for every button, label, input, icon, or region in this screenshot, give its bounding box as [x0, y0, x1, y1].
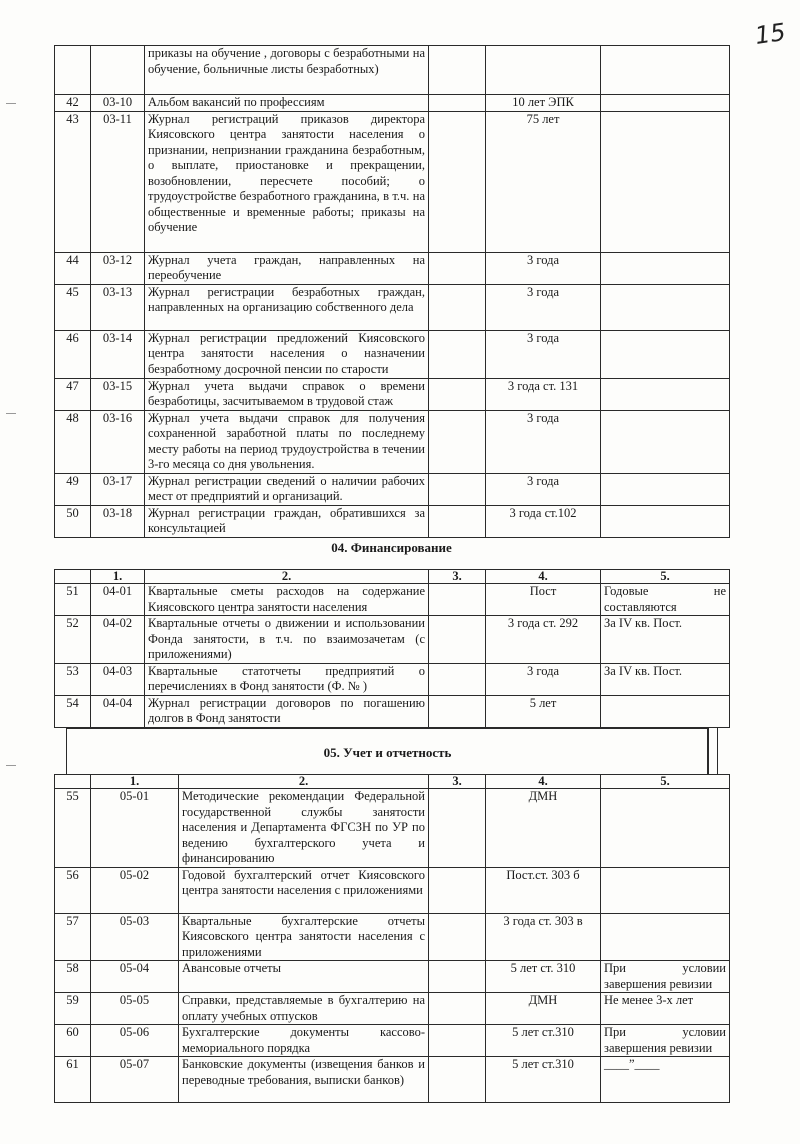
file-index: 03-12 — [91, 252, 145, 284]
table-row — [55, 913, 730, 961]
records-table-section-03 — [54, 45, 730, 538]
file-index: 03-17 — [91, 473, 145, 505]
note: При условии завершения ревизии — [601, 1025, 730, 1057]
row-number: 61 — [55, 1057, 91, 1103]
file-title: Годовой бухгалтерский отчет Киясовского центра занятости населения с приложениями — [179, 867, 429, 913]
file-index: 03-15 — [91, 378, 145, 410]
note — [601, 789, 730, 868]
retention-term — [486, 46, 601, 95]
file-count — [429, 284, 486, 330]
file-count — [429, 584, 486, 616]
file-count — [429, 1025, 486, 1057]
retention-term: 5 лет ст.310 — [486, 1025, 601, 1057]
note — [601, 473, 730, 505]
table-row — [55, 584, 730, 616]
column-header: 1. — [91, 570, 145, 584]
row-number: 52 — [55, 616, 91, 664]
file-title: Журнал учета выдачи справок о времени безработицы, засчитываемом в трудовой стаж — [145, 378, 429, 410]
retention-term: 3 года ст. 303 в — [486, 913, 601, 961]
scan-mark — [6, 413, 16, 414]
row-number — [55, 46, 91, 95]
file-count — [429, 993, 486, 1025]
note: Не менее 3-х лет — [601, 993, 730, 1025]
note — [601, 695, 730, 727]
records-table-section-04 — [54, 569, 730, 728]
note: Годовые не составляются — [601, 584, 730, 616]
file-title: Журнал регистраций приказов директора Киясовского центра занятости населения о признании, непризнании гражданина безработным, о выплате, приостановке и прекращении, возобновлении, пересчете пособий; о трудоустройстве безработного гражданина, в т.ч. на общественные и временные работы; приказы на обучение — [145, 111, 429, 252]
note — [601, 378, 730, 410]
file-title: Журнал учета граждан, направленных на переобучение — [145, 252, 429, 284]
section-05-title: 05. Учет и отчетность — [323, 745, 452, 760]
retention-term: 75 лет — [486, 111, 601, 252]
retention-term: ДМН — [486, 993, 601, 1025]
file-count — [429, 616, 486, 664]
column-header: 2. — [145, 570, 429, 584]
column-header: 3. — [429, 775, 486, 789]
table-row — [55, 111, 730, 252]
retention-term: 3 года — [486, 473, 601, 505]
file-index: 05-01 — [91, 789, 179, 868]
retention-term: 3 года — [486, 410, 601, 473]
records-table-section-05 — [54, 774, 730, 1103]
row-number: 45 — [55, 284, 91, 330]
file-title: Квартальные статотчеты предприятий о перечислениях в Фонд занятости (Ф. № ) — [145, 663, 429, 695]
retention-term: 3 года — [486, 663, 601, 695]
row-number: 43 — [55, 111, 91, 252]
file-title: приказы на обучение , договоры с безработными на обучение, больничные листы безработных) — [145, 46, 429, 95]
scan-mark — [6, 765, 16, 766]
file-count — [429, 695, 486, 727]
note — [601, 46, 730, 95]
table-row — [55, 663, 730, 695]
table-row — [55, 1057, 730, 1103]
file-title: Журнал регистрации предложений Киясовского центра занятости населения о назначении безработному досрочной пенсии по старости — [145, 330, 429, 378]
file-index: 04-03 — [91, 663, 145, 695]
note — [601, 913, 730, 961]
file-index: 03-14 — [91, 330, 145, 378]
file-title: Квартальные сметы расходов на содержание Киясовского центра занятости населения — [145, 584, 429, 616]
retention-term: 3 года — [486, 330, 601, 378]
file-count — [429, 111, 486, 252]
file-title: Банковские документы (извещения банков и переводные требования, выписки банков) — [179, 1057, 429, 1103]
retention-term: 3 года ст.102 — [486, 505, 601, 537]
retention-term: 3 года — [486, 284, 601, 330]
retention-term: ДМН — [486, 789, 601, 868]
file-index: 04-04 — [91, 695, 145, 727]
retention-term: Пост.ст. 303 б — [486, 867, 601, 913]
file-title: Бухгалтерские документы кассово-мемориального порядка — [179, 1025, 429, 1057]
file-title: Квартальные бухгалтерские отчеты Киясовского центра занятости населения с приложениями — [179, 913, 429, 961]
file-count — [429, 473, 486, 505]
file-title: Журнал регистрации сведений о наличии рабочих мест от предприятий и организаций. — [145, 473, 429, 505]
table-header-row — [55, 775, 730, 789]
column-header — [55, 570, 91, 584]
note: ____”____ — [601, 1057, 730, 1103]
row-number: 54 — [55, 695, 91, 727]
table-row — [55, 867, 730, 913]
file-index: 04-01 — [91, 584, 145, 616]
row-number: 50 — [55, 505, 91, 537]
retention-term: 5 лет ст. 310 — [486, 961, 601, 993]
file-count — [429, 378, 486, 410]
file-index: 03-13 — [91, 284, 145, 330]
row-number: 47 — [55, 378, 91, 410]
file-index: 05-02 — [91, 867, 179, 913]
file-count — [429, 789, 486, 868]
file-title: Журнал регистрации граждан, обратившихся за консультацией — [145, 505, 429, 537]
file-count — [429, 961, 486, 993]
note — [601, 252, 730, 284]
file-count — [429, 663, 486, 695]
file-index: 04-02 — [91, 616, 145, 664]
file-title: Квартальные отчеты о движении и использовании Фонда занятости, в т.ч. по взаимозачетам (с приложениями) — [145, 616, 429, 664]
retention-term: Пост — [486, 584, 601, 616]
table-row — [55, 616, 730, 664]
file-index: 03-16 — [91, 410, 145, 473]
column-header: 5. — [601, 775, 730, 789]
column-header: 4. — [486, 570, 601, 584]
table-row — [55, 284, 730, 330]
file-count — [429, 505, 486, 537]
column-header: 4. — [486, 775, 601, 789]
file-index: 05-05 — [91, 993, 179, 1025]
file-index — [91, 46, 145, 95]
table-row — [55, 410, 730, 473]
table-row — [55, 473, 730, 505]
row-number: 44 — [55, 252, 91, 284]
note — [601, 505, 730, 537]
table-row — [55, 505, 730, 537]
retention-term: 5 лет — [486, 695, 601, 727]
column-header: 2. — [179, 775, 429, 789]
row-number: 55 — [55, 789, 91, 868]
file-title: Справки, представляемые в бухгалтерию на оплату учебных отпусков — [179, 993, 429, 1025]
note: За IV кв. Пост. — [601, 663, 730, 695]
table-row — [55, 1025, 730, 1057]
table-row — [55, 993, 730, 1025]
note — [601, 111, 730, 252]
retention-term: 3 года ст. 292 — [486, 616, 601, 664]
row-number: 53 — [55, 663, 91, 695]
column-header: 5. — [601, 570, 730, 584]
retention-term: 3 года ст. 131 — [486, 378, 601, 410]
row-number: 51 — [55, 584, 91, 616]
note: При условии завершения ревизии — [601, 961, 730, 993]
file-index: 05-06 — [91, 1025, 179, 1057]
section-05-header-box — [66, 728, 709, 775]
file-count — [429, 252, 486, 284]
table-row — [55, 95, 730, 112]
retention-term: 5 лет ст.310 — [486, 1057, 601, 1103]
file-index: 03-10 — [91, 95, 145, 112]
section-05-side-strip — [707, 728, 718, 774]
column-header — [55, 775, 91, 789]
table-row — [55, 330, 730, 378]
table-header-row — [55, 570, 730, 584]
note — [601, 867, 730, 913]
row-number: 49 — [55, 473, 91, 505]
row-number: 60 — [55, 1025, 91, 1057]
row-number: 57 — [55, 913, 91, 961]
file-index: 05-03 — [91, 913, 179, 961]
file-title: Методические рекомендации Федеральной государственной службы занятости населения и Департамента ФГСЗН по УР по ведению бухгалтерского учета и финансированию — [179, 789, 429, 868]
row-number: 48 — [55, 410, 91, 473]
note — [601, 284, 730, 330]
file-title: Журнал регистрации безработных граждан, направленных на организацию собственного дела — [145, 284, 429, 330]
section-04-title: 04. Финансирование — [331, 540, 452, 555]
file-count — [429, 46, 486, 95]
file-title: Авансовые отчеты — [179, 961, 429, 993]
file-index: 03-18 — [91, 505, 145, 537]
retention-term: 3 года — [486, 252, 601, 284]
retention-term: 10 лет ЭПК — [486, 95, 601, 112]
page-number: 15 — [753, 18, 788, 50]
row-number: 46 — [55, 330, 91, 378]
row-number: 56 — [55, 867, 91, 913]
file-count — [429, 410, 486, 473]
file-count — [429, 95, 486, 112]
column-header: 3. — [429, 570, 486, 584]
file-count — [429, 867, 486, 913]
table-row — [55, 695, 730, 727]
file-count — [429, 1057, 486, 1103]
table-row — [55, 378, 730, 410]
file-title: Альбом вакансий по профессиям — [145, 95, 429, 112]
file-index: 05-07 — [91, 1057, 179, 1103]
file-index: 05-04 — [91, 961, 179, 993]
file-title: Журнал регистрации договоров по погашению долгов в Фонд занятости — [145, 695, 429, 727]
row-number: 58 — [55, 961, 91, 993]
column-header: 1. — [91, 775, 179, 789]
file-count — [429, 913, 486, 961]
file-title: Журнал учета выдачи справок для получения сохраненной заработной платы по последнему месту работы на период трудоустройства в течении 3-го месяца со дня увольнения. — [145, 410, 429, 473]
note — [601, 330, 730, 378]
note — [601, 410, 730, 473]
table-row — [55, 252, 730, 284]
table-row — [55, 46, 730, 95]
scan-mark — [6, 103, 16, 104]
row-number: 42 — [55, 95, 91, 112]
file-index: 03-11 — [91, 111, 145, 252]
note — [601, 95, 730, 112]
note: За IV кв. Пост. — [601, 616, 730, 664]
table-row — [55, 961, 730, 993]
file-count — [429, 330, 486, 378]
table-row — [55, 789, 730, 868]
row-number: 59 — [55, 993, 91, 1025]
